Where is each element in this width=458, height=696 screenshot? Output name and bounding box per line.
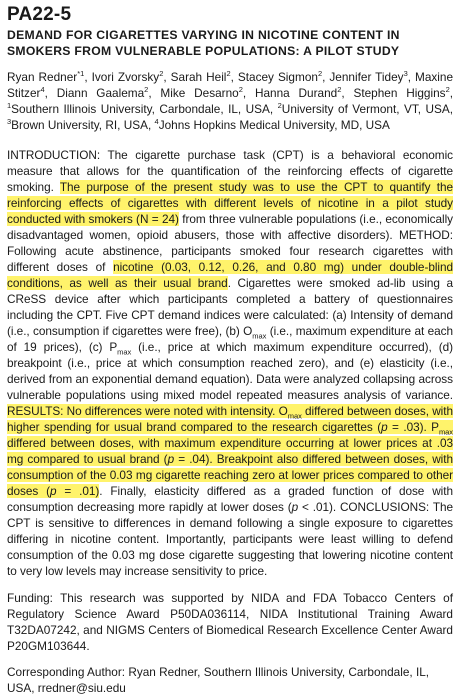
affiliation-mark: 3 <box>7 117 12 127</box>
subscript-max: max <box>252 331 267 341</box>
method-text-2: (i.e., maximum expenditure at each of 19 prices), (c) P <box>7 324 453 354</box>
highlight-nicotine-doses: nicotine (0.03, 0.12, 0.26, and 0.80 mg) under double-blind conditions, as well as their usual brand <box>7 260 453 290</box>
author-name: Stacey Sigmon <box>237 70 318 84</box>
results-text-6: = .01) <box>56 484 100 498</box>
author-name: Hanna Durand <box>254 86 338 100</box>
subscript-max: max <box>117 347 132 357</box>
p-symbol: p <box>50 484 57 498</box>
results-text-2: differed between doses, with higher spending for usual brand compared to the research cigarettes ( <box>7 404 453 434</box>
author-name: Sarah Heil <box>170 70 227 84</box>
conclusions-text: < .01). CONCLUSIONS: The CPT is sensitive to differences in demand following a single exposure to cigarettes differing in nicotine content. Importantly, participants were least willing to defend consumption of the 0.03 mg dose cigarette suggesting that lowering nicotine content to very low levels may increase sensitivity to price. <box>7 500 453 578</box>
results-text-4: differed between doses, with maximum expenditure occurring at lower prices at .03 mg compared to usual brand ( <box>7 436 453 466</box>
subscript-max: max <box>287 411 302 421</box>
p-symbol: p <box>291 500 299 514</box>
corresponding-author: Corresponding Author: Ryan Redner, Southern Illinois University, Carbondale, IL, USA, rredner@siu.edu <box>7 665 430 695</box>
results-text-5: = .04). Breakpoint also differed between doses, with consumption of the 0.03 mg cigarette reaching zero at lower prices compared to other doses ( <box>7 452 453 498</box>
highlight-purpose: The purpose of the present study was to use the CPT to quantify the reinforcing effects of cigarettes with different levels of nicotine in a pilot study conducted with smokers (N = 24) <box>7 180 453 226</box>
author-affiliation-mark: 2 <box>337 85 342 95</box>
method-text-3: (i.e., price at which maximum expenditure occurred), (d) breakpoint (i.e., price at which consumption reached zero), and (e) elasticity (i.e., derived from an exponential demand equation). Data were analyzed collapsing across vulnerable populations using mixed model repeated measures analysis of variance. <box>7 340 453 402</box>
affiliation-text: Johns Hopkins Medical University, MD, USA <box>158 118 390 132</box>
author-list <box>7 69 453 133</box>
author-name: Stephen Higgins <box>353 86 446 100</box>
affiliation-mark: 4 <box>154 117 159 127</box>
author-name: Diann Gaalema <box>56 86 145 100</box>
author-affiliation-mark: 2 <box>226 69 231 79</box>
author-name: Jennifer Tidey <box>329 70 404 84</box>
abstract-page <box>7 4 453 696</box>
elasticity-text: . Finally, elasticity differed as a graded function of dose with consumption decreasing more rapidly at lower doses ( <box>7 484 453 514</box>
abstract-body <box>7 147 453 579</box>
method-text: . Cigarettes were smoked ad-lib using a CReSS device after which participants completed a battery of questionnaires including the CPT. Five CPT demand indices were calculated: (a) Intensity of demand (i.e., consumption if cigarettes were free), (b) O <box>7 276 453 338</box>
affiliation-mark: 1 <box>7 101 12 111</box>
author-affiliation-mark: *1 <box>77 69 85 79</box>
p-symbol: p <box>381 420 388 434</box>
affiliation-text: University of Vermont, VT, USA <box>281 102 450 116</box>
author-name: Ivori Zvorsky <box>91 70 160 84</box>
population-method-text: from three vulnerable populations (i.e., economically disadvantaged women, opioid abusers, those with affective disorders). METHOD: Following acute abstinence, participants smoked four research cigarettes with different doses of <box>7 212 454 274</box>
author-affiliation-mark: 4 <box>40 85 45 95</box>
author-affiliation-mark: 2 <box>238 85 243 95</box>
results-text: RESULTS: No differences were noted with intensity. O <box>7 404 288 418</box>
authors: Ryan Redner$^{*1}$, Ivori Zvorsky$^2$, Sarah Heil$^2$, Stacey Sigmon$^2$, Jennifer Tidey$^3$, Maxine Stitzer$^4$, Diann Gaalema$^2$, Mike Desarno$^2$, Hanna Durand$^2$, Stephen Higgins$^2$, <box>7 69 454 100</box>
subscript-max: max <box>438 427 453 437</box>
author-name: Mike Desarno <box>160 86 239 100</box>
affiliations: $^1$Southern Illinois University, Carbondale, IL, USA, $^2$University of Vermont, VT, USA, $^3$Brown University, RI, USA, $^4$Johns Hopkins Medical University, MD, USA <box>7 101 453 132</box>
author-affiliation-mark: 2 <box>317 69 323 79</box>
affiliation-mark: 2 <box>277 101 282 111</box>
funding-statement: Funding: This research was supported by NIDA and FDA Tobacco Centers of Regulatory Science Award P50DA036114, NIDA Institutional Training Award T32DA07242, and NIGMS Centers of Biomedical Research Excellence Center Award P20GM103644. <box>7 591 453 653</box>
author-name: Maxine Stitzer <box>7 70 454 100</box>
author-affiliation-mark: 3 <box>403 69 408 79</box>
author-affiliation-mark: 2 <box>159 69 164 79</box>
abstract-code: PA22-5 <box>7 4 72 25</box>
affiliation-text: Brown University, RI, USA <box>11 118 148 132</box>
abstract-title: DEMAND FOR CIGARETTES VARYING IN NICOTINE CONTENT IN SMOKERS FROM VULNERABLE POPULATIONS: A PILOT STUDY <box>7 28 400 58</box>
intro-text: INTRODUCTION: The cigarette purchase task (CPT) is a behavioral economic measure that allows for the quantification of the reinforcing effects of cigarette smoking. <box>7 148 453 194</box>
results-text-3: = .03). P <box>387 420 439 434</box>
author-name: Ryan Redner <box>7 70 78 84</box>
p-symbol: p <box>167 452 175 466</box>
affiliation-text: Southern Illinois University, Carbondale, IL, USA <box>11 102 270 116</box>
author-affiliation-mark: 2 <box>445 85 450 95</box>
author-affiliation-mark: 2 <box>144 85 149 95</box>
